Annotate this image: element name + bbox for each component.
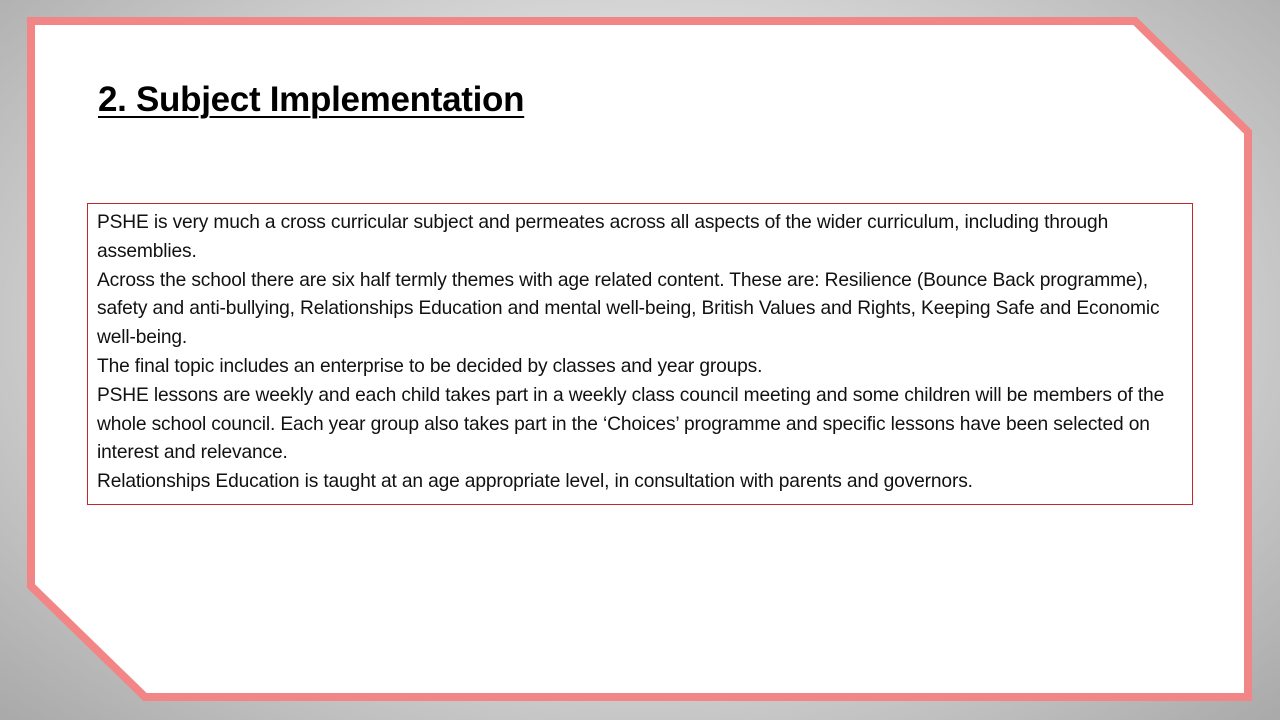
paragraph-relationships-education: Relationships Education is taught at an age appropriate level, in consultation with parents and governors. xyxy=(97,471,973,493)
paragraph-final-topic: The final topic includes an enterprise to be decided by classes and year groups. xyxy=(97,355,763,377)
content-text-box xyxy=(87,203,1193,505)
paragraph-lessons-council: PSHE lessons are weekly and each child takes part in a weekly class council meeting and some children will be members of the whole school council. Each year group also takes part in the ‘Choices’ programme and specific lessons have been selected on interest and relevance. xyxy=(97,384,1165,464)
paragraph-themes: Across the school there are six half termly themes with age related content. These are: Resilience (Bounce Back programme), safety and anti-bullying, Relationships Education and mental well-being, British Values and Rights, Keeping Safe and Economic well-being. xyxy=(97,269,1160,349)
paragraph-cross-curricular: PSHE is very much a cross curricular subject and permeates across all aspects of the wider curriculum, including through assemblies. xyxy=(97,212,1109,262)
slide-title: 2. Subject Implementation xyxy=(98,80,525,119)
